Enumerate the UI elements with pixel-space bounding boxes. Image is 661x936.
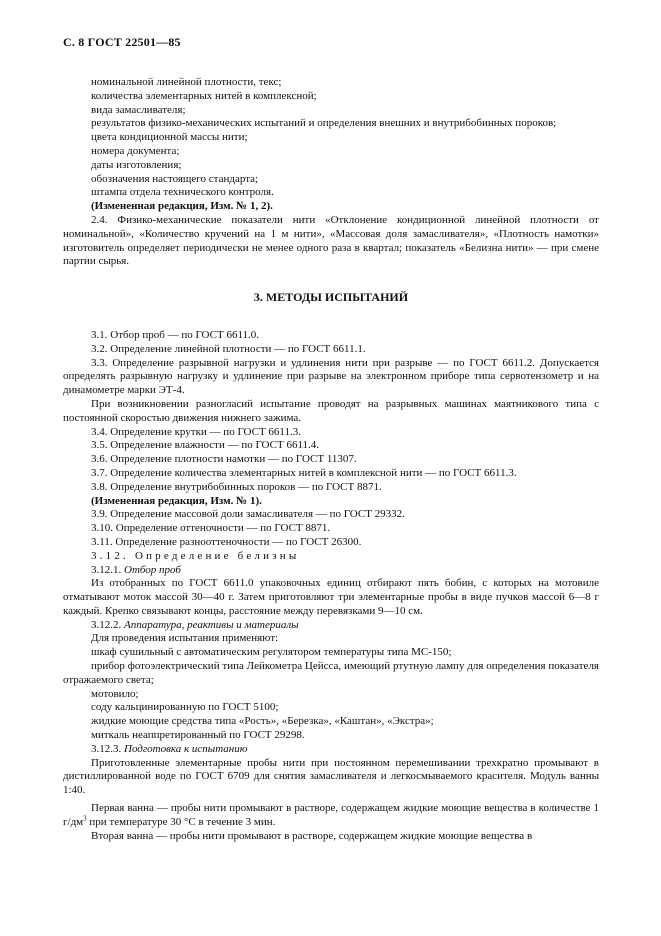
clause-title: Подготовка к испытанию	[124, 742, 248, 755]
clause-3-3-note: При возникновении разногласий испытание проводят на разрывных машинах маятникового типа с постоянной скоростью движения нижнего зажима.	[63, 397, 599, 424]
clause-3-8: 3.8. Определение внутрибобинных пороков — по ГОСТ 8871.	[91, 480, 382, 493]
clause-3-10: 3.10. Определение оттеночности — по ГОСТ 8871.	[91, 522, 331, 535]
amendment-note: (Измененная редакция, Изм. № 1, 2).	[91, 200, 273, 213]
list-item: даты изготовления;	[91, 158, 182, 171]
list-item: прибор фотоэлектрический типа Лейкометра Цейсса, имеющий ртутную лампу для определения показателя отражаемого света;	[63, 660, 599, 686]
clause-title: Отбор проб	[124, 563, 181, 576]
section-title: 3. МЕТОДЫ ИСПЫТАНИЙ	[253, 290, 409, 305]
list-item: цвета кондиционной массы нити;	[91, 131, 248, 144]
clause-title: Аппаратура, реактивы и материалы	[124, 618, 299, 631]
paragraph-first-bath	[63, 802, 599, 830]
clause-3-11: 3.11. Определение разнооттеночности — по ГОСТ 26300.	[91, 535, 362, 548]
list-item: номинальной линейной плотности, текс;	[91, 76, 282, 88]
list-item: результатов физико-механических испытаний и определения внешних и внутрибобинных пороков;	[91, 117, 557, 130]
clause-3-12-1-heading	[63, 564, 599, 578]
page-header: С. 8 ГОСТ 22501—85	[63, 35, 181, 49]
list-item: вида замасливателя;	[91, 103, 186, 116]
clause-3-9: 3.9. Определение массовой доли замасливателя — по ГОСТ 29332.	[91, 508, 405, 521]
list-item: Для проведения испытания применяют:	[91, 632, 279, 645]
list-item: соду кальцинированную по ГОСТ 5100;	[91, 701, 279, 714]
paragraph-preparation: Приготовленные элементарные пробы нити при постоянном перемешивании трехкратно промывают в дистиллированной воде по ГОСТ 6709 для снятия замасливателя и легкосмываемого красителя. Модуль ванны 1:40.	[63, 756, 599, 797]
first-bath-text: Первая ванна — пробы нити промывают в растворе, содержащем жидкие моющие вещества в количестве 1 г/дм	[63, 802, 599, 828]
list-item: жидкие моющие средства типа «Рость», «Березка», «Каштан», «Экстра»;	[91, 715, 434, 728]
clause-3-12-2-heading	[63, 619, 599, 633]
list-item: миткаль неаппретированный по ГОСТ 29298.	[91, 729, 305, 742]
list-item: шкаф сушильный с автоматическим регулятором температуры типа МС-150;	[91, 646, 452, 659]
first-bath-text-end: при температуре 30 °С в течение 3 мин.	[86, 815, 276, 828]
list-item: обозначения настоящего стандарта;	[91, 172, 259, 185]
clause-3-12-3-heading	[63, 743, 599, 757]
clause-3-7: 3.7. Определение количества элементарных нитей в комплексной нити — по ГОСТ 6611.3.	[91, 466, 517, 479]
clause-3-5: 3.5. Определение влажности — по ГОСТ 6611.4.	[91, 439, 320, 452]
clause-3-6: 3.6. Определение плотности намотки — по ГОСТ 11307.	[91, 453, 357, 466]
superscript: 3	[83, 814, 87, 823]
clause-number: 3.12.2.	[91, 618, 124, 631]
list-item: мотовило;	[91, 687, 139, 700]
paragraph-2-4: 2.4. Физико-механические показатели нити «Отклонение кондиционной линейной плотности от номинальной», «Количество кручений на 1 м нити», «Массовая доля замасливателя», «Плотность намотки» изготовитель определяет периодически не менее одного раза в квартал; показатель «Белизна нити» — при смене партии сырья.	[63, 213, 599, 268]
amendment-note: (Измененная редакция, Изм. № 1).	[91, 494, 262, 507]
clause-3-4: 3.4. Определение крутки — по ГОСТ 6611.3.	[91, 425, 302, 438]
clause-3-3: 3.3. Определение разрывной нагрузки и удлинения нити при разрыве — по ГОСТ 6611.2. Допускается определять разрывную нагрузку и удлинение при разрыве на электронном приборе типа сервотензометр и на динамометре марки ЭТ-4.	[63, 356, 599, 397]
list-item: штампа отдела технического контроля.	[91, 186, 274, 199]
clause-3-12: 3.12. Определение белизны	[91, 549, 300, 562]
paragraph-second-bath: Вторая ванна — пробы нити промывают в растворе, содержащем жидкие моющие вещества в	[91, 829, 533, 842]
clause-3-2: 3.2. Определение линейной плотности — по ГОСТ 6611.1.	[91, 342, 366, 355]
document-body	[63, 76, 599, 843]
clause-number: 3.12.1.	[91, 563, 124, 576]
list-item: количества элементарных нитей в комплексной;	[91, 89, 317, 102]
clause-number: 3.12.3.	[91, 742, 124, 755]
clause-3-12-1-text: Из отобранных по ГОСТ 6611.0 упаковочных единиц отбирают пять бобин, с которых на мотовиле отматывают моток массой 30—40 г. Затем приготовляют три элементарные пробы в виде пучков массой 6—8 г каждый. Крепко связывают концы, расстояние между перевязками 9—10 см.	[63, 577, 599, 617]
list-item: номера документа;	[91, 144, 180, 157]
clause-3-1: 3.1. Отбор проб — по ГОСТ 6611.0.	[91, 328, 260, 341]
